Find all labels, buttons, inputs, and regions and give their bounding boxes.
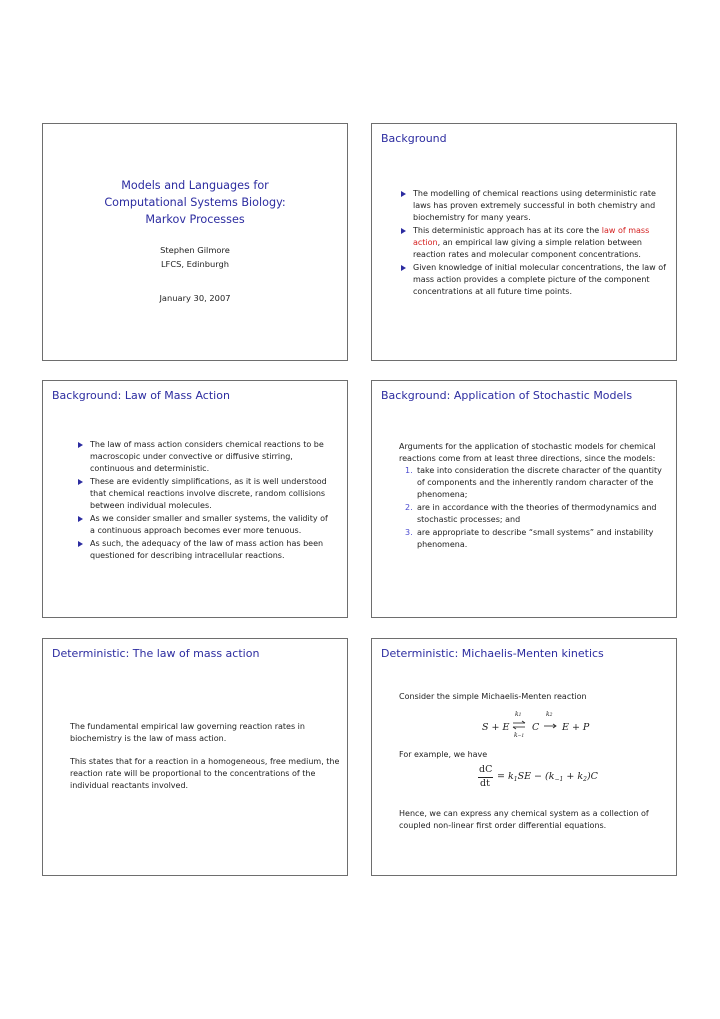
slide-deterministic-mass-action (42, 638, 348, 876)
bullet-triangle-icon (401, 265, 406, 271)
slide-law-of-mass-action (42, 380, 348, 618)
list-item: This deterministic approach has at its core the law of mass action, an empirical law giving a simple relation between reaction rates and molecular component concentrations. (396, 225, 668, 261)
author-block (43, 243, 347, 271)
right-arrow-icon (543, 723, 557, 729)
conclusion-text: Hence, we can express any chemical system as a collection of coupled non-linear first order differential equations. (399, 809, 649, 830)
bullet-triangle-icon (401, 191, 406, 197)
bullet-list (396, 188, 668, 299)
author-affiliation: LFCS, Edinburgh (160, 259, 230, 269)
slide-heading: Background: Application of Stochastic Models (381, 389, 633, 402)
title-line: Models and Languages for (121, 179, 269, 192)
intro-text: Consider the simple Michaelis-Menten reaction (399, 692, 587, 701)
bullet-list (73, 439, 335, 563)
bullet-triangle-icon (78, 516, 83, 522)
slide-heading: Background: Law of Mass Action (52, 389, 230, 402)
title-line: Computational Systems Biology: (104, 196, 286, 209)
bullet-triangle-icon (78, 541, 83, 547)
list-item: 2. are in accordance with the theories of thermodynamics and stochastic processes; and (405, 503, 657, 524)
bullet-triangle-icon (401, 228, 406, 234)
slide-heading: Background (381, 132, 447, 145)
highlight-term: law of mass action (413, 226, 650, 247)
list-item: The modelling of chemical reactions using deterministic rate laws has proven extremely successful in both chemistry and biochemistry for many years. (396, 188, 668, 224)
slide-michaelis-menten: Deterministic: Michaelis-Menten kinetics Consider the simple Michaelis-Menten reaction S + E k1 k−1 C k2 E + P For example, we have dC dt = $k_1SE - (k_{-1} + k_2)C$ Hence, we can express any chemical system as a collection of coupled non-linear first order differential equations. (371, 638, 677, 876)
numbered-list (399, 465, 667, 551)
equilibrium-arrows-icon (512, 720, 526, 730)
presentation-date: January 30, 2007 (159, 293, 231, 303)
list-item: These are evidently simplifications, as it is well understood that chemical reactions involve discrete, random collisions between individual molecules. (73, 476, 335, 512)
list-item: Given knowledge of initial molecular concentrations, the law of mass action provides a complete picture of the component concentrations at all future time points. (396, 262, 668, 298)
intro-text: Arguments for the application of stochastic models for chemical reactions come from at least three directions, since the models: 1. take into consideration the discrete character of the quantity of components and the inherently random character of the phenomena; 2. are in accordance with the theories of thermodynamics and stochastic processes; and 3. are appropriate to describe “small systems” and instability phenomena. (399, 441, 667, 552)
list-item: The law of mass action considers chemical reactions to be macroscopic under convective or diffusive stirring, continuous and deterministic. (73, 439, 335, 475)
slide-heading: Deterministic: The law of mass action (52, 647, 260, 660)
author-name: Stephen Gilmore (160, 245, 230, 255)
slide-heading: Deterministic: Michaelis-Menten kinetics (381, 647, 604, 660)
presentation-title (43, 177, 347, 228)
paragraph: This states that for a reaction in a homogeneous, free medium, the reaction rate will be proportional to the concentrations of the individual reactants involved. (70, 757, 340, 790)
list-item: As we consider smaller and smaller systems, the validity of a continuous approach becomes ever more tenuous. (73, 513, 335, 537)
list-item: 3. are appropriate to describe “small systems” and instability phenomena. (405, 528, 654, 549)
list-item: As such, the adequacy of the law of mass action has been questioned for describing intracellular reactions. (73, 538, 335, 562)
example-text: For example, we have (399, 750, 488, 759)
bullet-triangle-icon (78, 442, 83, 448)
paragraph: The fundamental empirical law governing reaction rates in biochemistry is the law of mass action. (70, 722, 305, 743)
list-item: 1. take into consideration the discrete character of the quantity of components and the inherently random character of the phenomena; (405, 466, 662, 499)
bullet-triangle-icon (78, 479, 83, 485)
title-line: Markov Processes (145, 213, 245, 226)
slide-title (42, 123, 348, 361)
slide-stochastic-models (371, 380, 677, 618)
slide-background (371, 123, 677, 361)
